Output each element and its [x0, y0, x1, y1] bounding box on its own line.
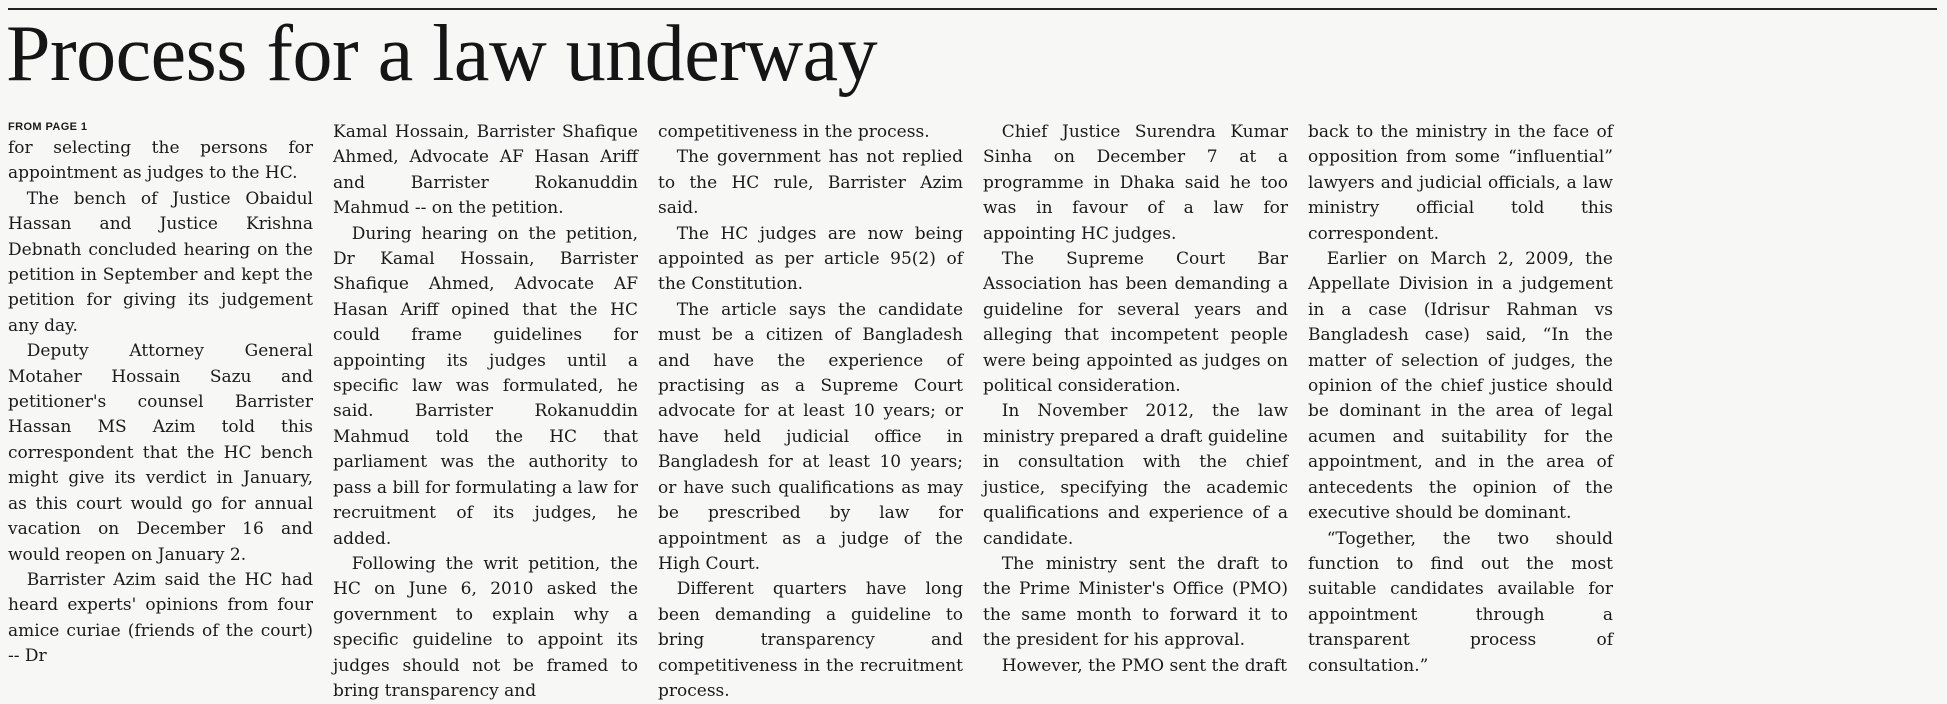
paragraph: competitiveness in the process. — [658, 122, 930, 142]
continuation-kicker: FROM PAGE 1 — [8, 121, 88, 133]
column-2 — [333, 120, 638, 704]
paragraph: “Together, the two should function to find out the most suitable candidates available for appointment through a transparent process of consultation.” — [1308, 528, 1613, 676]
column-4 — [983, 120, 1288, 704]
paragraph: The bench of Justice Obaidul Hassan and Justice Krishna Debnath concluded hearing on the petition in September and kept the petition for giving its judgement any day. — [8, 188, 313, 336]
paragraph: for selecting the persons for appointment as judges to the HC. — [8, 138, 313, 184]
column-5 — [1308, 120, 1613, 704]
paragraph: The Supreme Court Bar Association has been demanding a guideline for several years and alleging that incompetent people were being appointed as judges on political consideration. — [983, 249, 1288, 397]
column-6 — [1633, 120, 1938, 704]
article-body — [8, 120, 1938, 701]
paragraph: The ministry sent the draft to the Prime Minister's Office (PMO) the same month to forward it to the president for his approval. — [983, 553, 1288, 651]
paragraph: Different quarters have long been demanding a guideline to bring transparency and competitiveness in the recruitment process. — [658, 579, 963, 701]
paragraph: The article says the candidate must be a citizen of Bangladesh and have the experience of practising as a Supreme Court advocate for at least 10 years; or have held judicial office in Bangladesh for at least 10 years; or have such qualifications as may be prescribed by law for appointment as a judge of the High Court. — [658, 299, 963, 574]
paragraph: Deputy Attorney General Motaher Hossain Sazu and petitioner's counsel Barrister Hassan MS Azim told this correspondent that the HC bench might give its verdict in January, as this court would go for annual vacation on December 16 and would reopen on January 2. — [8, 341, 313, 565]
paragraph: Chief Justice Surendra Kumar Sinha on December 7 at a programme in Dhaka said he too was in favour of a law for appointing HC judges. — [983, 122, 1288, 244]
paragraph: Earlier on March 2, 2009, the Appellate Division in a judgement in a case (Idrisur Rahman vs Bangladesh case) said, “In the matter of selection of judges, the opinion of the chief justice should be dominant in the area of legal acumen and suitability for the appointment, and in the area of antecedents the opinion of the executive should be dominant. — [1308, 249, 1613, 524]
column-3 — [658, 120, 963, 704]
paragraph: However, the PMO sent the draft — [1001, 655, 1288, 676]
paragraph: Following the writ petition, the HC on June 6, 2010 asked the government to explain why a specific guideline to appoint its judges should not be framed to bring transparency and — [333, 553, 638, 701]
column-1 — [8, 120, 313, 704]
paragraph: Kamal Hossain, Barrister Shafique Ahmed, Advocate AF Hasan Ariff and Barrister Rokanuddin Mahmud -- on the petition. — [333, 122, 638, 219]
paragraph: The government has not replied to the HC rule, Barrister Azim said. — [658, 147, 963, 219]
paragraph: The HC judges are now being appointed as per article 95(2) of the Constitution. — [658, 223, 963, 295]
paragraph: In November 2012, the law ministry prepared a draft guideline in consultation with the chief justice, specifying the academic qualifications and experience of a candidate. — [983, 401, 1288, 549]
paragraph: During hearing on the petition, Dr Kamal Hossain, Barrister Shafique Ahmed, Advocate AF Hasan Ariff opined that the HC could frame guidelines for appointing its judges until a specific law was formulated, he said. Barrister Rokanuddin Mahmud told the HC that parliament was the authority to pass a bill for formulating a law for recruitment of its judges, he added. — [333, 223, 638, 549]
headline: Process for a law underway — [6, 10, 878, 98]
paragraph: back to the ministry in the face of opposition from some “influential” lawyers and judicial officials, a law ministry official told this correspondent. — [1308, 122, 1613, 244]
paragraph: Barrister Azim said the HC had heard experts' opinions from four amice curiae (friends of the court) -- Dr — [8, 569, 313, 667]
